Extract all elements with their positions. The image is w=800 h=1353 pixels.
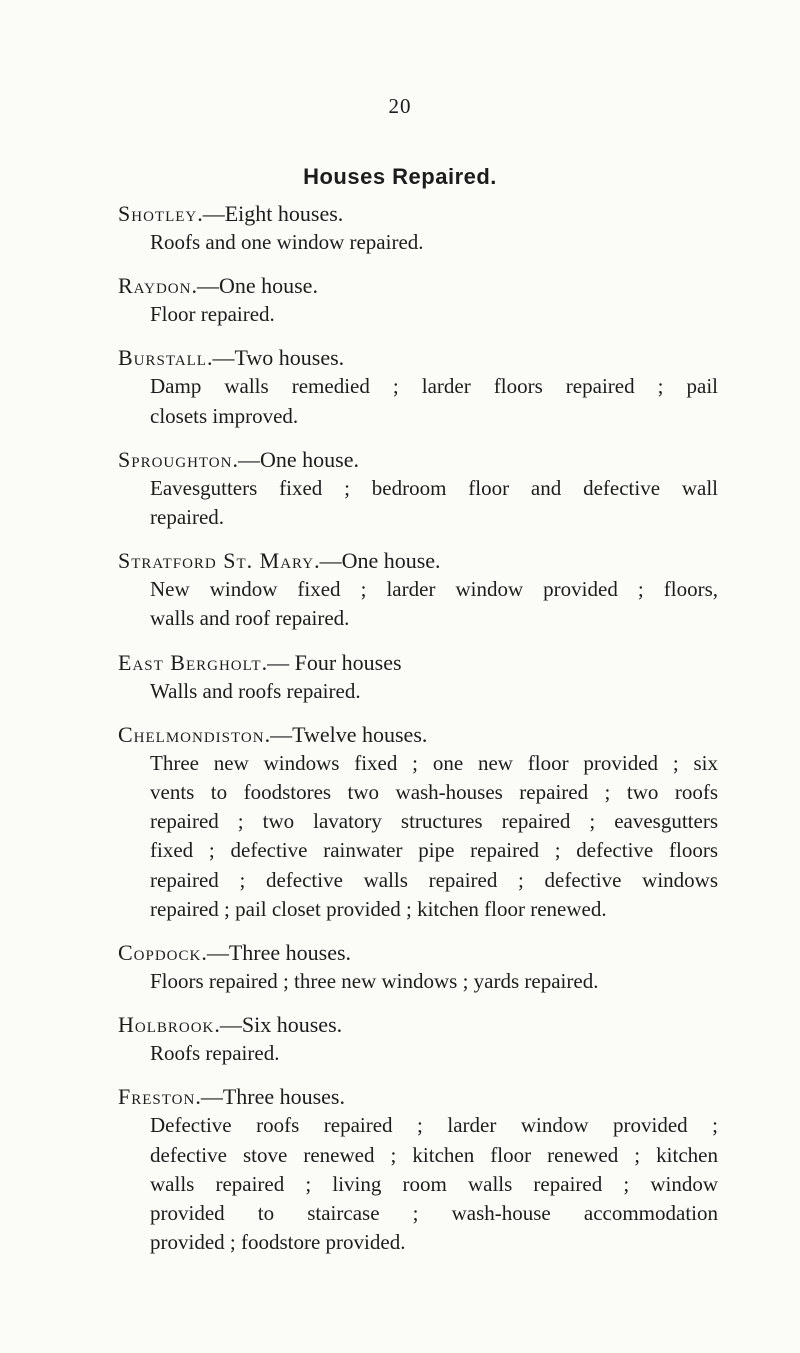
description-line: repaired ; defective walls repaired ; defective windows xyxy=(150,867,718,892)
description-line: provided ; foodstore provided. xyxy=(150,1230,406,1255)
entry-heading xyxy=(118,938,718,967)
parish-name: Raydon xyxy=(118,273,192,299)
description-line: closets improved. xyxy=(150,403,299,428)
entry-heading xyxy=(118,199,718,228)
description-line: Floor repaired. xyxy=(150,302,275,327)
parish-name: Freston xyxy=(118,1084,196,1110)
entry-heading xyxy=(118,546,718,575)
entry-heading xyxy=(118,648,718,677)
parish-entry xyxy=(118,648,718,706)
description-line: Damp walls remedied ; larder floors repaired ; pail xyxy=(150,374,718,399)
repair-description xyxy=(150,300,718,329)
description-line: Eavesgutters fixed ; bedroom floor and defective wall xyxy=(150,475,718,500)
entry-heading xyxy=(118,343,718,372)
repair-description xyxy=(150,967,718,996)
description-line: repaired ; pail closet provided ; kitchen floor renewed. xyxy=(150,896,607,921)
description-line: defective stove renewed ; kitchen floor renewed ; kitchen xyxy=(150,1142,718,1167)
parish-name: Stratford St. Mary xyxy=(118,548,315,574)
parish-name: Shotley xyxy=(118,201,198,226)
repair-description xyxy=(150,474,718,532)
house-count: .—One house. xyxy=(191,273,318,299)
house-count: .—Eight houses. xyxy=(197,201,344,226)
repair-description xyxy=(150,228,718,257)
parish-entry xyxy=(118,199,718,257)
parish-entry xyxy=(118,1082,718,1257)
house-count: .—Three houses. xyxy=(195,1084,345,1110)
page-number: 20 xyxy=(388,94,412,118)
repair-description xyxy=(150,677,718,706)
description-line: repaired. xyxy=(150,505,225,530)
house-count: .— Four houses xyxy=(261,649,402,675)
house-count: .—Three houses. xyxy=(201,940,352,966)
parish-entry xyxy=(118,1010,718,1068)
parish-entry xyxy=(118,343,718,430)
repair-description xyxy=(150,575,718,633)
house-count: .—Two houses. xyxy=(206,345,345,371)
description-line: Defective roofs repaired ; larder window provided ; xyxy=(150,1113,718,1138)
parish-entry xyxy=(118,445,718,532)
description-line: New window fixed ; larder window provided ; floors, xyxy=(150,577,718,602)
parish-name: Holbrook xyxy=(118,1012,215,1038)
entry-heading xyxy=(118,445,718,474)
description-line: Three new windows fixed ; one new floor provided ; six xyxy=(150,750,718,775)
description-line: Roofs and one window repaired. xyxy=(150,230,424,254)
description-line: Floors repaired ; three new windows ; yards repaired. xyxy=(150,969,599,994)
description-line: Roofs repaired. xyxy=(150,1041,280,1066)
house-count: .—Six houses. xyxy=(214,1012,343,1038)
entry-heading xyxy=(118,271,718,300)
description-line: walls repaired ; living room walls repaired ; window xyxy=(150,1171,718,1196)
repair-description xyxy=(150,1039,718,1068)
entry-heading xyxy=(118,1010,718,1039)
repair-entries xyxy=(118,199,718,1271)
house-count: .—Twelve houses. xyxy=(264,721,428,747)
description-line: provided to staircase ; wash-house accommodation xyxy=(150,1201,718,1226)
description-line: fixed ; defective rainwater pipe repaired ; defective floors xyxy=(150,838,718,863)
description-line: walls and roof repaired. xyxy=(150,606,350,631)
parish-entry xyxy=(118,720,718,924)
page-heading: Houses Repaired. xyxy=(303,164,497,189)
parish-name: East Bergholt xyxy=(118,649,262,675)
repair-description xyxy=(150,749,718,924)
parish-name: Chelmondiston xyxy=(118,721,265,747)
repair-description xyxy=(150,372,718,430)
description-line: vents to foodstores two wash-houses repaired ; two roofs xyxy=(150,780,718,805)
parish-name: Copdock xyxy=(118,940,202,966)
parish-entry xyxy=(118,546,718,633)
entry-heading xyxy=(118,1082,718,1111)
description-line: Walls and roofs repaired. xyxy=(150,678,361,703)
parish-name: Sproughton xyxy=(118,446,233,472)
description-line: repaired ; two lavatory structures repaired ; eavesgutters xyxy=(150,809,718,834)
parish-name: Burstall xyxy=(118,345,207,371)
entry-heading xyxy=(118,720,718,749)
repair-description xyxy=(150,1111,718,1257)
house-count: .—One house. xyxy=(314,548,441,574)
parish-entry xyxy=(118,938,718,996)
house-count: .—One house. xyxy=(232,446,359,472)
parish-entry xyxy=(118,271,718,329)
